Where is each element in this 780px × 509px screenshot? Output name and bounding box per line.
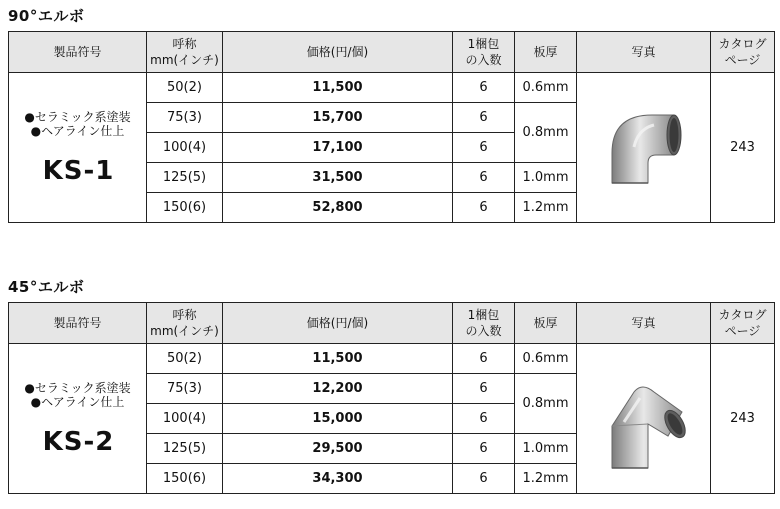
- price-cell: 29,500: [223, 434, 453, 464]
- header-photo: 写真: [577, 303, 711, 344]
- price-cell: 31,500: [223, 163, 453, 193]
- qty-cell: 6: [453, 73, 515, 103]
- elbow-45-icon: [594, 364, 694, 474]
- price-cell: 17,100: [223, 133, 453, 163]
- header-photo: 写真: [577, 32, 711, 73]
- size-cell: 100(4): [147, 404, 223, 434]
- feature-coating: ●セラミック系塗装: [24, 380, 131, 395]
- qty-cell: 6: [453, 103, 515, 133]
- size-cell: 75(3): [147, 103, 223, 133]
- qty-cell: 6: [453, 133, 515, 163]
- thickness-cell: 0.8mm: [515, 103, 577, 163]
- qty-cell: 6: [453, 434, 515, 464]
- size-cell: 150(6): [147, 464, 223, 494]
- spec-table-ks-1: [8, 31, 775, 223]
- size-cell: 125(5): [147, 163, 223, 193]
- header-price: 価格(円/個): [223, 303, 453, 344]
- qty-cell: 6: [453, 464, 515, 494]
- thickness-cell: 1.2mm: [515, 193, 577, 223]
- thickness-cell: 1.2mm: [515, 464, 577, 494]
- qty-cell: 6: [453, 374, 515, 404]
- price-cell: 34,300: [223, 464, 453, 494]
- feature-finish: ●ヘアライン仕上: [30, 123, 125, 138]
- model-cell: [9, 73, 147, 223]
- thickness-cell: 1.0mm: [515, 163, 577, 193]
- header-pack-qty: 1梱包 の入数: [453, 303, 515, 344]
- table-row: [9, 73, 775, 103]
- product-code: KS-1: [42, 155, 115, 186]
- feature-coating: ●セラミック系塗装: [24, 109, 131, 124]
- header-thickness: 板厚: [515, 303, 577, 344]
- header-pack-qty: 1梱包 の入数: [453, 32, 515, 73]
- price-cell: 52,800: [223, 193, 453, 223]
- product-code: KS-2: [42, 426, 115, 457]
- price-cell: 15,700: [223, 103, 453, 133]
- thickness-cell: 1.0mm: [515, 434, 577, 464]
- header-catalog-page: カタログ ページ: [711, 32, 775, 73]
- qty-cell: 6: [453, 163, 515, 193]
- header-row: [9, 303, 775, 344]
- section-title-90-elbow: 90°エルボ: [8, 7, 85, 25]
- qty-cell: 6: [453, 344, 515, 374]
- size-cell: 100(4): [147, 133, 223, 163]
- price-cell: 12,200: [223, 374, 453, 404]
- photo-cell: [577, 344, 711, 494]
- header-catalog-page: カタログ ページ: [711, 303, 775, 344]
- price-cell: 15,000: [223, 404, 453, 434]
- size-cell: 75(3): [147, 374, 223, 404]
- catalog-page-cell: 243: [711, 344, 775, 494]
- table-row: [9, 344, 775, 374]
- photo-cell: [577, 73, 711, 223]
- header-price: 価格(円/個): [223, 32, 453, 73]
- model-cell: [9, 344, 147, 494]
- price-cell: 11,500: [223, 73, 453, 103]
- thickness-cell: 0.6mm: [515, 344, 577, 374]
- catalog-page-cell: 243: [711, 73, 775, 223]
- thickness-cell: 0.6mm: [515, 73, 577, 103]
- qty-cell: 6: [453, 193, 515, 223]
- size-cell: 50(2): [147, 73, 223, 103]
- header-size: 呼称 mm(インチ): [147, 32, 223, 73]
- price-cell: 11,500: [223, 344, 453, 374]
- size-cell: 150(6): [147, 193, 223, 223]
- header-thickness: 板厚: [515, 32, 577, 73]
- elbow-90-icon: [594, 103, 694, 193]
- qty-cell: 6: [453, 404, 515, 434]
- feature-finish: ●ヘアライン仕上: [30, 394, 125, 409]
- thickness-cell: 0.8mm: [515, 374, 577, 434]
- header-size: 呼称 mm(インチ): [147, 303, 223, 344]
- size-cell: 125(5): [147, 434, 223, 464]
- header-model: 製品符号: [9, 32, 147, 73]
- section-title-45-elbow: 45°エルボ: [8, 278, 85, 296]
- spec-table-ks-2: [8, 302, 775, 494]
- header-model: 製品符号: [9, 303, 147, 344]
- size-cell: 50(2): [147, 344, 223, 374]
- header-row: [9, 32, 775, 73]
